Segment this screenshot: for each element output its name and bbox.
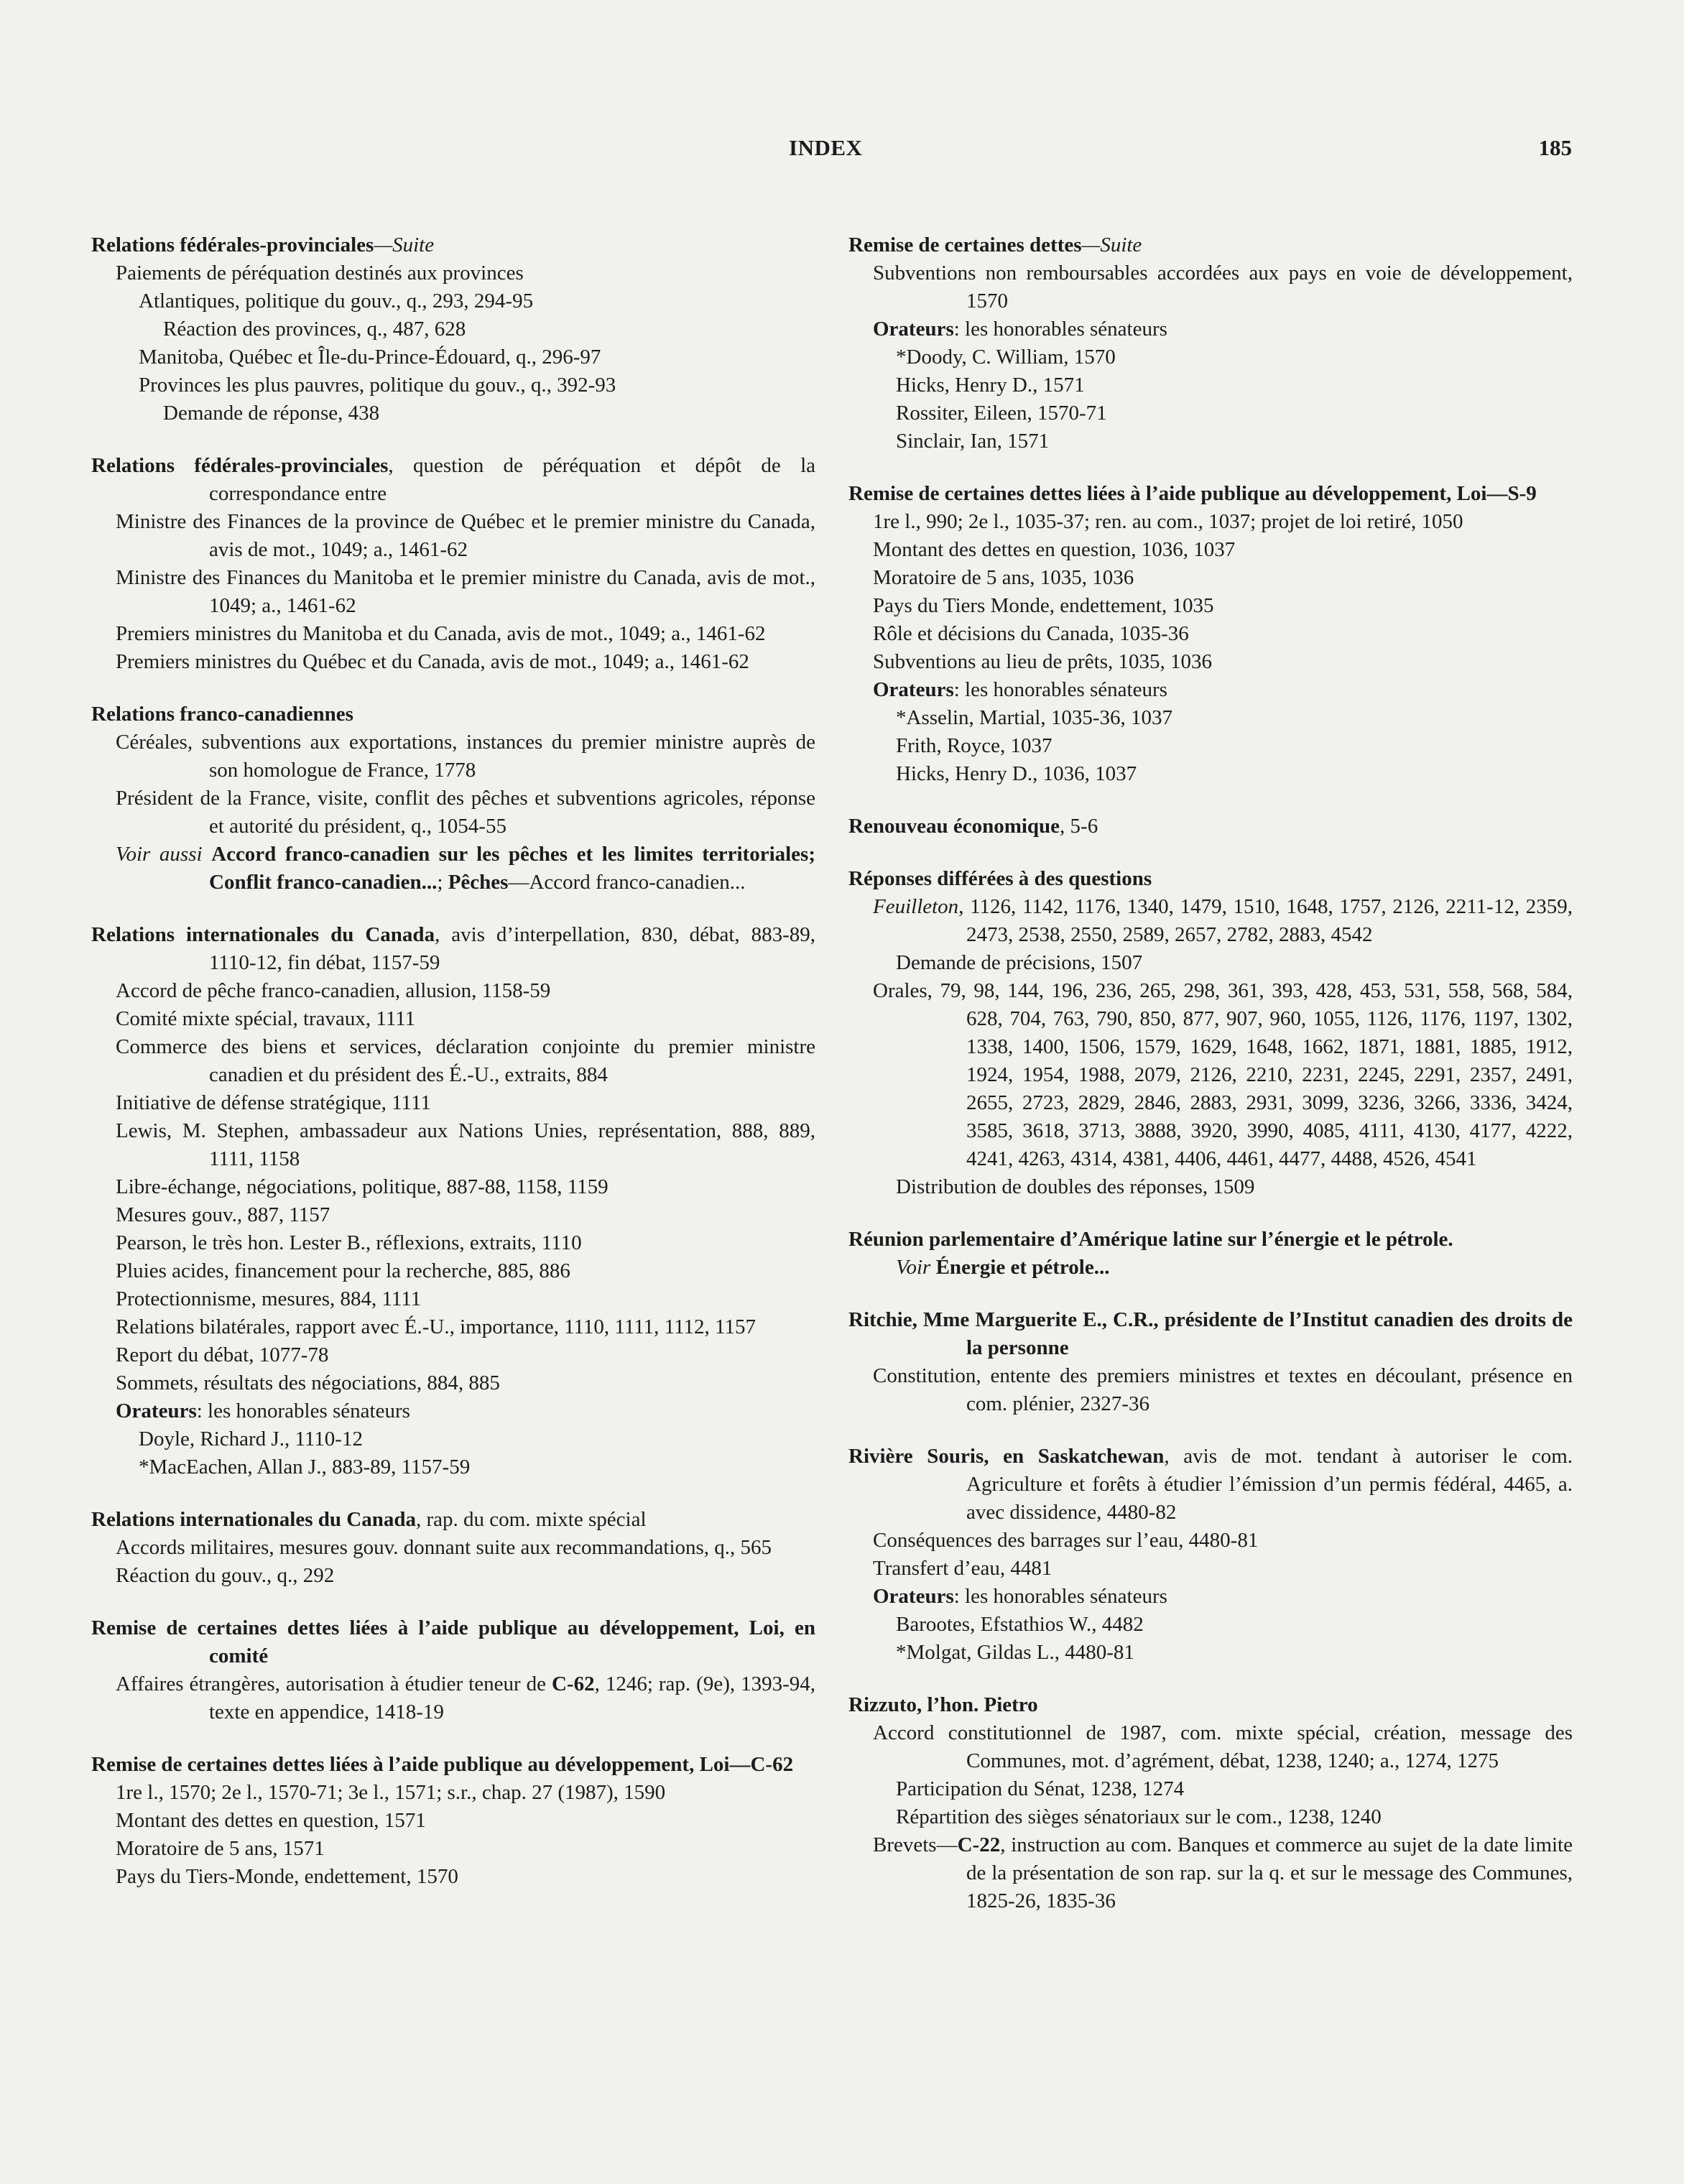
- subentry: [848, 1527, 1573, 1555]
- subentry: [848, 620, 1573, 648]
- sub-subentry: [91, 1425, 815, 1453]
- heading-text: Rizzuto, l’hon. Pietro: [848, 1693, 1038, 1716]
- index-entry: [91, 1506, 815, 1590]
- index-entry: [91, 1751, 815, 1891]
- sub-subentry: [848, 732, 1573, 760]
- subentry: [848, 1362, 1573, 1418]
- speakers-label: Orateurs: [873, 678, 954, 701]
- subentry-text: Montant des dettes en question, 1571: [116, 1809, 426, 1832]
- sub-subentry: [848, 704, 1573, 732]
- subentry-text: Ministre des Finances du Manitoba et le premier ministre du Canada, avis de mot., 1049; a., 1461-62: [116, 566, 815, 617]
- sub-subentry: [848, 760, 1573, 788]
- subentry: [91, 1117, 815, 1173]
- subentry-text: Report du débat, 1077-78: [116, 1343, 329, 1366]
- see-label: Voir: [896, 1256, 931, 1279]
- heading-text: Réponses différées à des questions: [848, 867, 1152, 890]
- subentry-text: Demande de réponse, 438: [163, 402, 380, 425]
- entry-heading: [848, 1226, 1573, 1254]
- subentry-text: 1re l., 990; 2e l., 1035-37; ren. au com., 1037; projet de loi retiré, 1050: [873, 510, 1463, 533]
- heading-text: Remise de certaines dettes liées à l’aide publique au développement, Loi, en comité: [91, 1616, 815, 1667]
- index-entry: [91, 452, 815, 676]
- left-column: [91, 231, 815, 1915]
- index-entry: [848, 865, 1573, 1201]
- entry-heading: [848, 480, 1573, 508]
- speakers-label: Orateurs: [116, 1399, 197, 1422]
- subentry-text: Pearson, le très hon. Lester B., réflexions, extraits, 1110: [116, 1231, 582, 1254]
- entry-heading: [91, 1614, 815, 1670]
- heading-text: Rivière Souris, en Saskatchewan: [848, 1445, 1165, 1468]
- subentry-text: : les honorables sénateurs: [953, 318, 1167, 341]
- index-entry: [848, 1226, 1573, 1282]
- entry-heading: [848, 865, 1573, 893]
- heading-text: Ritchie, Mme Marguerite E., C.R., présidente de l’Institut canadien des droits de la personne: [848, 1308, 1573, 1359]
- sub-subentry: [91, 399, 815, 427]
- subentry-text: Comité mixte spécial, travaux, 1111: [116, 1007, 416, 1030]
- subentry: [848, 1719, 1573, 1775]
- subentry: [91, 1005, 815, 1033]
- subentry: [91, 259, 815, 287]
- subentry-text: *Doody, C. William, 1570: [896, 346, 1116, 369]
- bill-number: C-22: [957, 1833, 1001, 1856]
- subentry-text: : les honorables sénateurs: [196, 1399, 410, 1422]
- subentry-text: Hicks, Henry D., 1571: [896, 374, 1085, 397]
- index-entry: [848, 1443, 1573, 1667]
- subentry-text: Moratoire de 5 ans, 1571: [116, 1837, 325, 1860]
- subentry-text: Sommets, résultats des négociations, 884, 885: [116, 1371, 500, 1394]
- entry-heading: [91, 452, 815, 508]
- subentry: [91, 1341, 815, 1369]
- index-entry: [848, 1306, 1573, 1418]
- subentry-text: Céréales, subventions aux exportations, instances du premier ministre auprès de son homologue de France, 1778: [116, 731, 815, 782]
- heading-text: Relations fédérales-provinciales: [91, 233, 374, 256]
- entry-heading: [91, 921, 815, 977]
- heading-rest: , rap. du com. mixte spécial: [415, 1508, 647, 1531]
- index-entry: [91, 921, 815, 1481]
- sub-subentry: [848, 343, 1573, 371]
- subentry-text: Subventions au lieu de prêts, 1035, 1036: [873, 650, 1213, 673]
- entry-heading: [848, 813, 1573, 841]
- subentry-text: Sinclair, Ian, 1571: [896, 430, 1050, 453]
- subentry-text: Constitution, entente des premiers ministres et textes en découlant, présence en com. plénier, 2327-36: [873, 1364, 1573, 1415]
- entry-heading: [91, 231, 815, 259]
- page-number: 185: [1538, 135, 1572, 160]
- sub-subentry: [848, 1639, 1573, 1667]
- subentry-text: Lewis, M. Stephen, ambassadeur aux Nations Unies, représentation, 888, 889, 1111, 1158: [116, 1119, 815, 1170]
- subentry: [848, 564, 1573, 592]
- subentry: [848, 508, 1573, 536]
- sub-subentry: [91, 371, 815, 399]
- subentry-text: Accord constitutionnel de 1987, com. mixte spécial, création, message des Communes, mot. d’agrément, débat, 1238, 1240; a., 1274, 1275: [873, 1721, 1573, 1772]
- speakers-label: Orateurs: [873, 1585, 954, 1608]
- subentry: [91, 1397, 815, 1425]
- subentry-text: Distribution de doubles des réponses, 1509: [896, 1175, 1255, 1198]
- subentry-text: Premiers ministres du Québec et du Canada, avis de mot., 1049; a., 1461-62: [116, 650, 749, 673]
- heading-text: Relations franco-canadiennes: [91, 703, 353, 726]
- subentry-text: Commerce des biens et services, déclaration conjointe du premier ministre canadien et du président des É.-U., extraits, 884: [116, 1035, 815, 1086]
- subentry-text: Ministre des Finances de la province de Québec et le premier ministre du Canada, avis de mot., 1049; a., 1461-62: [116, 510, 815, 561]
- subentry: [91, 1285, 815, 1313]
- sub-subentry: [848, 949, 1573, 977]
- subentry-text: Pays du Tiers Monde, endettement, 1035: [873, 594, 1214, 617]
- subentry-italic: Feuilleton: [873, 895, 959, 918]
- heading-rest: , 5-6: [1060, 815, 1098, 838]
- entry-heading: [848, 1306, 1573, 1362]
- subentry: [848, 676, 1573, 704]
- subentry-text: : les honorables sénateurs: [953, 678, 1167, 701]
- subentry-text: Rôle et décisions du Canada, 1035-36: [873, 622, 1189, 645]
- subentry: [91, 1173, 815, 1201]
- subentry: [91, 1670, 815, 1726]
- subentry-text: Transfert d’eau, 4481: [873, 1557, 1052, 1580]
- index-entry: [91, 1614, 815, 1726]
- entry-heading: [91, 700, 815, 728]
- index-entry: [91, 231, 815, 427]
- subentry-prefix: Brevets—: [873, 1833, 958, 1856]
- sub-subentry: [91, 343, 815, 371]
- subentry-text: Accord de pêche franco-canadien, allusion, 1158-59: [116, 979, 551, 1002]
- subentry: [91, 1369, 815, 1397]
- subentry-text: Frith, Royce, 1037: [896, 734, 1052, 757]
- subentry: [91, 564, 815, 620]
- entry-heading: [91, 1506, 815, 1534]
- entry-heading: [848, 231, 1573, 259]
- sub-subentry: [91, 287, 815, 315]
- subentry: [91, 1562, 815, 1590]
- see-also-tail: —Accord franco-canadien...: [508, 871, 746, 894]
- subentry-text: Pluies acides, financement pour la recherche, 885, 886: [116, 1259, 570, 1282]
- subentry-text: Accords militaires, mesures gouv. donnant suite aux recommandations, q., 565: [116, 1536, 772, 1559]
- heading-text: Relations internationales du Canada: [91, 923, 435, 946]
- subentry-text: Pays du Tiers-Monde, endettement, 1570: [116, 1865, 458, 1888]
- subentry: [91, 1201, 815, 1229]
- subentry-text: Paiements de péréquation destinés aux provinces: [116, 262, 524, 284]
- subentry-text: Barootes, Efstathios W., 4482: [896, 1613, 1144, 1636]
- subentry: [91, 508, 815, 564]
- heading-text: Réunion parlementaire d’Amérique latine sur l’énergie et le pétrole.: [848, 1228, 1453, 1251]
- sub-subentry: [91, 1453, 815, 1481]
- index-entry: [848, 231, 1573, 455]
- subentry: [91, 728, 815, 785]
- index-entry: [848, 1691, 1573, 1915]
- entry-heading: [848, 1443, 1573, 1527]
- subentry: [91, 1835, 815, 1863]
- subentry: [91, 1033, 815, 1089]
- subentry-text: Réaction du gouv., q., 292: [116, 1564, 335, 1587]
- subentry: [91, 1807, 815, 1835]
- sub-subentry: [91, 315, 815, 343]
- heading-text: Remise de certaines dettes: [848, 233, 1082, 256]
- entry-heading: [848, 1691, 1573, 1719]
- sub-subentry: [848, 427, 1573, 455]
- subentry: [848, 977, 1573, 1173]
- subentry: [848, 315, 1573, 343]
- subentry-text: Mesures gouv., 887, 1157: [116, 1203, 330, 1226]
- subentry-text: , 1126, 1142, 1176, 1340, 1479, 1510, 1648, 1757, 2126, 2211-12, 2359, 2473, 2538, 2550, 2589, 2657, 2782, 2883, 4542: [958, 895, 1573, 946]
- subentry-text: Orales, 79, 98, 144, 196, 236, 265, 298, 361, 393, 428, 453, 531, 558, 568, 584, 628, 704, 763, 790, 850, 877, 907, 960, 1055, 1126, 1176, 1197, 1302, 1338, 1400, 1506, 1579, 1629, 1648, 1662, 1871, 1881, 1885, 1912, 1924, 1954, 1988, 2079, 2126, 2210, 2231, 2245, 2291, 2357, 2491, 2655, 2723, 2829, 2846, 2883, 2931, 3099, 3236, 3266, 3336, 3424, 3585, 3618, 3713, 3888, 3920, 3990, 4085, 4111, 4130, 4177, 4222, 4241, 4263, 4314, 4381, 4406, 4461, 4477, 4488, 4526, 4541: [873, 979, 1573, 1170]
- subentry-text: Provinces les plus pauvres, politique du gouv., q., 392-93: [139, 374, 616, 397]
- subentry: [91, 620, 815, 648]
- subentry: [848, 648, 1573, 676]
- subentry: [91, 1534, 815, 1562]
- subentry-text: , instruction au com. Banques et commerce au sujet de la date limite de la présentation de son rap. sur la q. et sur le message des Communes, 1825-26, 1835-36: [966, 1833, 1573, 1912]
- subentry-text: Libre-échange, négociations, politique, 887-88, 1158, 1159: [116, 1175, 609, 1198]
- see-also-label: Voir aussi: [116, 843, 203, 866]
- heading-text: Relations fédérales-provinciales: [91, 454, 389, 477]
- sub-subentry: [848, 1803, 1573, 1831]
- subentry: [91, 1313, 815, 1341]
- index-entry: [848, 813, 1573, 841]
- sub-subentry: [848, 371, 1573, 399]
- sub-subentry: [848, 1173, 1573, 1201]
- entry-heading: [91, 1751, 815, 1779]
- heading-rest: , avis d’interpellation, 830, débat, 883-89, 1110-12, fin débat, 1157-59: [209, 923, 815, 974]
- subentry-text: Protectionnisme, mesures, 884, 1111: [116, 1287, 422, 1310]
- right-column: [848, 231, 1573, 1940]
- speakers-label: Orateurs: [873, 318, 954, 341]
- subentry-text: Relations bilatérales, rapport avec É.-U., importance, 1110, 1111, 1112, 1157: [116, 1315, 756, 1338]
- see-target: Énergie et pétrole...: [935, 1256, 1110, 1279]
- subentry-text: Conséquences des barrages sur l’eau, 4480-81: [873, 1529, 1259, 1552]
- heading-text: Remise de certaines dettes liées à l’aide publique au développement, Loi—C-62: [91, 1753, 794, 1776]
- subentry: [91, 841, 815, 897]
- sub-subentry: [848, 399, 1573, 427]
- subentry-text: Hicks, Henry D., 1036, 1037: [896, 762, 1137, 785]
- subentry: [848, 893, 1573, 949]
- subentry: [848, 1583, 1573, 1611]
- heading-text: Renouveau économique: [848, 815, 1060, 838]
- heading-rest: , question de péréquation et dépôt de la correspondance entre: [209, 454, 816, 505]
- subentry: [91, 1779, 815, 1807]
- subentry: [848, 536, 1573, 564]
- heading-suffix: —Suite: [374, 233, 435, 256]
- see-also-target: Accord franco-canadien sur les pêches et les limites territoriales; Conflit franco-canadien...: [209, 843, 816, 894]
- subentry-text: Demande de précisions, 1507: [896, 951, 1143, 974]
- subentry: [91, 1089, 815, 1117]
- subentry-text: Manitoba, Québec et Île-du-Prince-Édouard, q., 296-97: [139, 346, 601, 369]
- subentry-text: Montant des dettes en question, 1036, 1037: [873, 538, 1236, 561]
- index-entry: [91, 700, 815, 897]
- subentry-text: Atlantiques, politique du gouv., q., 293, 294-95: [139, 290, 534, 313]
- subentry-text: 1re l., 1570; 2e l., 1570-71; 3e l., 1571; s.r., chap. 27 (1987), 1590: [116, 1781, 666, 1804]
- subentry: [91, 977, 815, 1005]
- subentry-text: *MacEachen, Allan J., 883-89, 1157-59: [139, 1456, 471, 1479]
- subentry-text: Répartition des sièges sénatoriaux sur le com., 1238, 1240: [896, 1805, 1382, 1828]
- subentry: [91, 1229, 815, 1257]
- index-entry: [848, 480, 1573, 788]
- running-title: INDEX: [789, 135, 863, 160]
- subentry: [848, 1555, 1573, 1583]
- sub-subentry: [848, 1775, 1573, 1803]
- subentry-text: Président de la France, visite, conflit des pêches et subventions agricoles, réponse et autorité du président, q., 1054-55: [116, 787, 815, 838]
- subentry: [848, 259, 1573, 315]
- subentry-text: Rossiter, Eileen, 1570-71: [896, 402, 1107, 425]
- subentry-text: Subventions non remboursables accordées aux pays en voie de développement, 1570: [873, 262, 1573, 313]
- subentry: [848, 592, 1573, 620]
- heading-text: Relations internationales du Canada: [91, 1508, 416, 1531]
- subentry-text: *Asselin, Martial, 1035-36, 1037: [896, 706, 1173, 729]
- heading-rest: , avis de mot. tendant à autoriser le com. Agriculture et forêts à étudier l’émission d’un permis fédéral, 4465, a. avec dissidence, 4480-82: [966, 1445, 1573, 1524]
- heading-text: Remise de certaines dettes liées à l’aide publique au développement, Loi—S-9: [848, 482, 1537, 505]
- subentry: [848, 1831, 1573, 1915]
- subentry: [91, 1863, 815, 1891]
- subentry-text: , 1246; rap. (9e), 1393-94, texte en appendice, 1418-19: [209, 1672, 816, 1723]
- subentry-text: Moratoire de 5 ans, 1035, 1036: [873, 566, 1134, 589]
- subentry: [91, 785, 815, 841]
- subentry-text: Initiative de défense stratégique, 1111: [116, 1091, 431, 1114]
- subentry-text: : les honorables sénateurs: [953, 1585, 1167, 1608]
- subentry-prefix: Affaires étrangères, autorisation à étudier teneur de: [116, 1672, 552, 1695]
- see-also-separator: ;: [437, 871, 448, 894]
- subentry-text: Réaction des provinces, q., 487, 628: [163, 318, 466, 341]
- subentry-text: Participation du Sénat, 1238, 1274: [896, 1777, 1185, 1800]
- subentry: [91, 1257, 815, 1285]
- see-also-target: Pêches: [448, 871, 509, 894]
- subentry: [91, 648, 815, 676]
- bill-number: C-62: [551, 1672, 595, 1695]
- sub-subentry: [848, 1611, 1573, 1639]
- subentry-text: Doyle, Richard J., 1110-12: [139, 1428, 363, 1450]
- heading-suffix: —Suite: [1081, 233, 1142, 256]
- see-reference: [848, 1254, 1573, 1282]
- subentry-text: *Molgat, Gildas L., 4480-81: [896, 1641, 1134, 1664]
- subentry-text: Premiers ministres du Manitoba et du Canada, avis de mot., 1049; a., 1461-62: [116, 622, 766, 645]
